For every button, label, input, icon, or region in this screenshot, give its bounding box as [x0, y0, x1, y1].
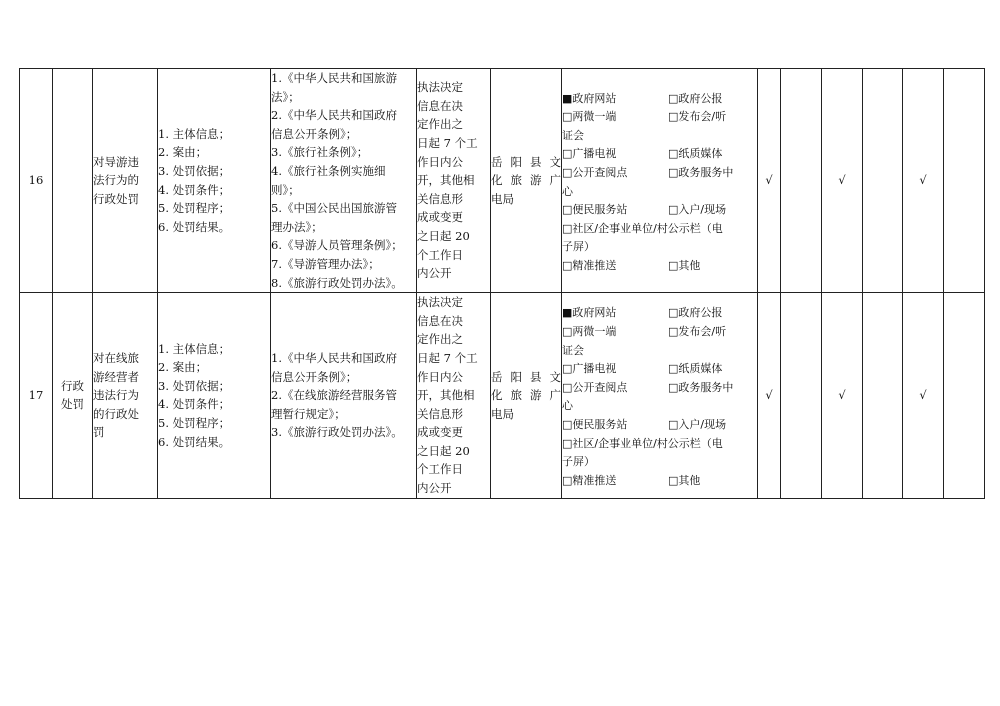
channel-print-media: □纸质媒体 — [668, 362, 723, 376]
channel-broadcast-tv: □广播电视 — [562, 362, 617, 376]
channel-bulletin-board: □社区/企事业单位/村公示栏（电 — [562, 221, 723, 235]
channel-wechat-weibo: □两微一端 — [562, 110, 617, 124]
check-mark — [863, 69, 903, 293]
check-mark — [944, 69, 985, 293]
channel-gov-website: ■政府网站 — [562, 91, 617, 105]
channel-gov-service-center: □政务服务中 — [668, 165, 734, 179]
responsible-org-cell: 岳阳县文 化旅游广 电局 — [491, 293, 562, 499]
channel-gov-service-center: □政务服务中 — [668, 380, 734, 394]
disclosure-channels-cell: ■政府网站 □政府公报 □两微一端 □发布会/听 证会 □广播电视 □纸质媒体 □公开查阅点 □政务服务中 心 □便民服务站 □入户/现场 □社区/企事业单位/村公示栏（电 子屏） □精准推送 □其他 — [562, 293, 758, 499]
table-row — [20, 293, 985, 499]
legal-basis-cell: 1.《中华人民共和国旅游 法》； 2.《中华人民共和国政府 信息公开条例》； 3.《旅行社条例》； 4.《旅行社条例实施细 则》； 5.《中国公民出国旅游管 理办法》； 6.《导游人员管理条例》； 7.《导游管理办法》； 8.《旅游行政处罚办法》。 — [271, 69, 417, 293]
channel-other: □其他 — [668, 258, 701, 272]
check-mark: √ — [822, 69, 863, 293]
channel-gov-gazette: □政府公报 — [668, 306, 723, 320]
check-mark — [944, 293, 985, 499]
check-mark: √ — [903, 69, 944, 293]
channel-door-to-door: □入户/现场 — [668, 417, 727, 431]
check-mark — [863, 293, 903, 499]
channel-press-conference: □发布会/听 — [668, 110, 727, 124]
channel-broadcast-tv: □广播电视 — [562, 147, 617, 161]
channel-public-reading-point: □公开查阅点 — [562, 380, 628, 394]
channel-gov-website: ■政府网站 — [562, 306, 617, 320]
channel-wechat-weibo: □两微一端 — [562, 325, 617, 339]
disclosure-time-cell: 执法决定 信息在决 定作出之 日起 7 个工 作日内公 开，其他相 关信息形 成或变更 之日起 20 个工作日 内公开 — [417, 293, 491, 499]
channel-bulletin-board: □社区/企事业单位/村公示栏（电 — [562, 436, 723, 450]
check-mark — [781, 69, 822, 293]
channel-targeted-push: □精准推送 — [562, 473, 617, 487]
disclosure-table — [19, 68, 985, 499]
category-cell: 行政 处罚 — [53, 293, 93, 499]
category-cell — [53, 69, 93, 293]
item-name-cell: 对在线旅 游经营者 违法行为 的行政处 罚 — [93, 293, 158, 499]
check-mark: √ — [758, 69, 781, 293]
check-mark: √ — [822, 293, 863, 499]
channel-service-station: □便民服务站 — [562, 417, 628, 431]
disclosure-time-cell: 执法决定 信息在决 定作出之 日起 7 个工 作日内公 开，其他相 关信息形 成或变更 之日起 20 个工作日 内公开 — [417, 69, 491, 293]
item-name-cell: 对导游违 法行为的 行政处罚 — [93, 69, 158, 293]
channel-service-station: □便民服务站 — [562, 203, 628, 217]
row-number: 16 — [20, 69, 53, 293]
legal-basis-cell: 1.《中华人民共和国政府 信息公开条例》； 2.《在线旅游经营服务管 理暂行规定》； 3.《旅游行政处罚办法》。 — [271, 293, 417, 499]
channel-press-conference: □发布会/听 — [668, 325, 727, 339]
disclosure-content-cell: 1. 主体信息； 2. 案由； 3. 处罚依据； 4. 处罚条件； 5. 处罚程序； 6. 处罚结果。 — [158, 69, 271, 293]
disclosure-channels-cell: ■政府网站 □政府公报 □两微一端 □发布会/听 证会 □广播电视 □纸质媒体 □公开查阅点 □政务服务中 心 □便民服务站 □入户/现场 □社区/企事业单位/村公示栏（电 子屏） □精准推送 □其他 — [562, 69, 758, 293]
table-row — [20, 69, 985, 293]
channel-gov-gazette: □政府公报 — [668, 91, 723, 105]
disclosure-content-cell: 1. 主体信息； 2. 案由； 3. 处罚依据； 4. 处罚条件； 5. 处罚程序； 6. 处罚结果。 — [158, 293, 271, 499]
channel-door-to-door: □入户/现场 — [668, 203, 727, 217]
check-mark — [781, 293, 822, 499]
channel-other: □其他 — [668, 473, 701, 487]
channel-targeted-push: □精准推送 — [562, 258, 617, 272]
channel-print-media: □纸质媒体 — [668, 147, 723, 161]
check-mark: √ — [903, 293, 944, 499]
check-mark: √ — [758, 293, 781, 499]
channel-public-reading-point: □公开查阅点 — [562, 165, 628, 179]
row-number: 17 — [20, 293, 53, 499]
responsible-org-cell: 岳阳县文 化旅游广 电局 — [491, 69, 562, 293]
